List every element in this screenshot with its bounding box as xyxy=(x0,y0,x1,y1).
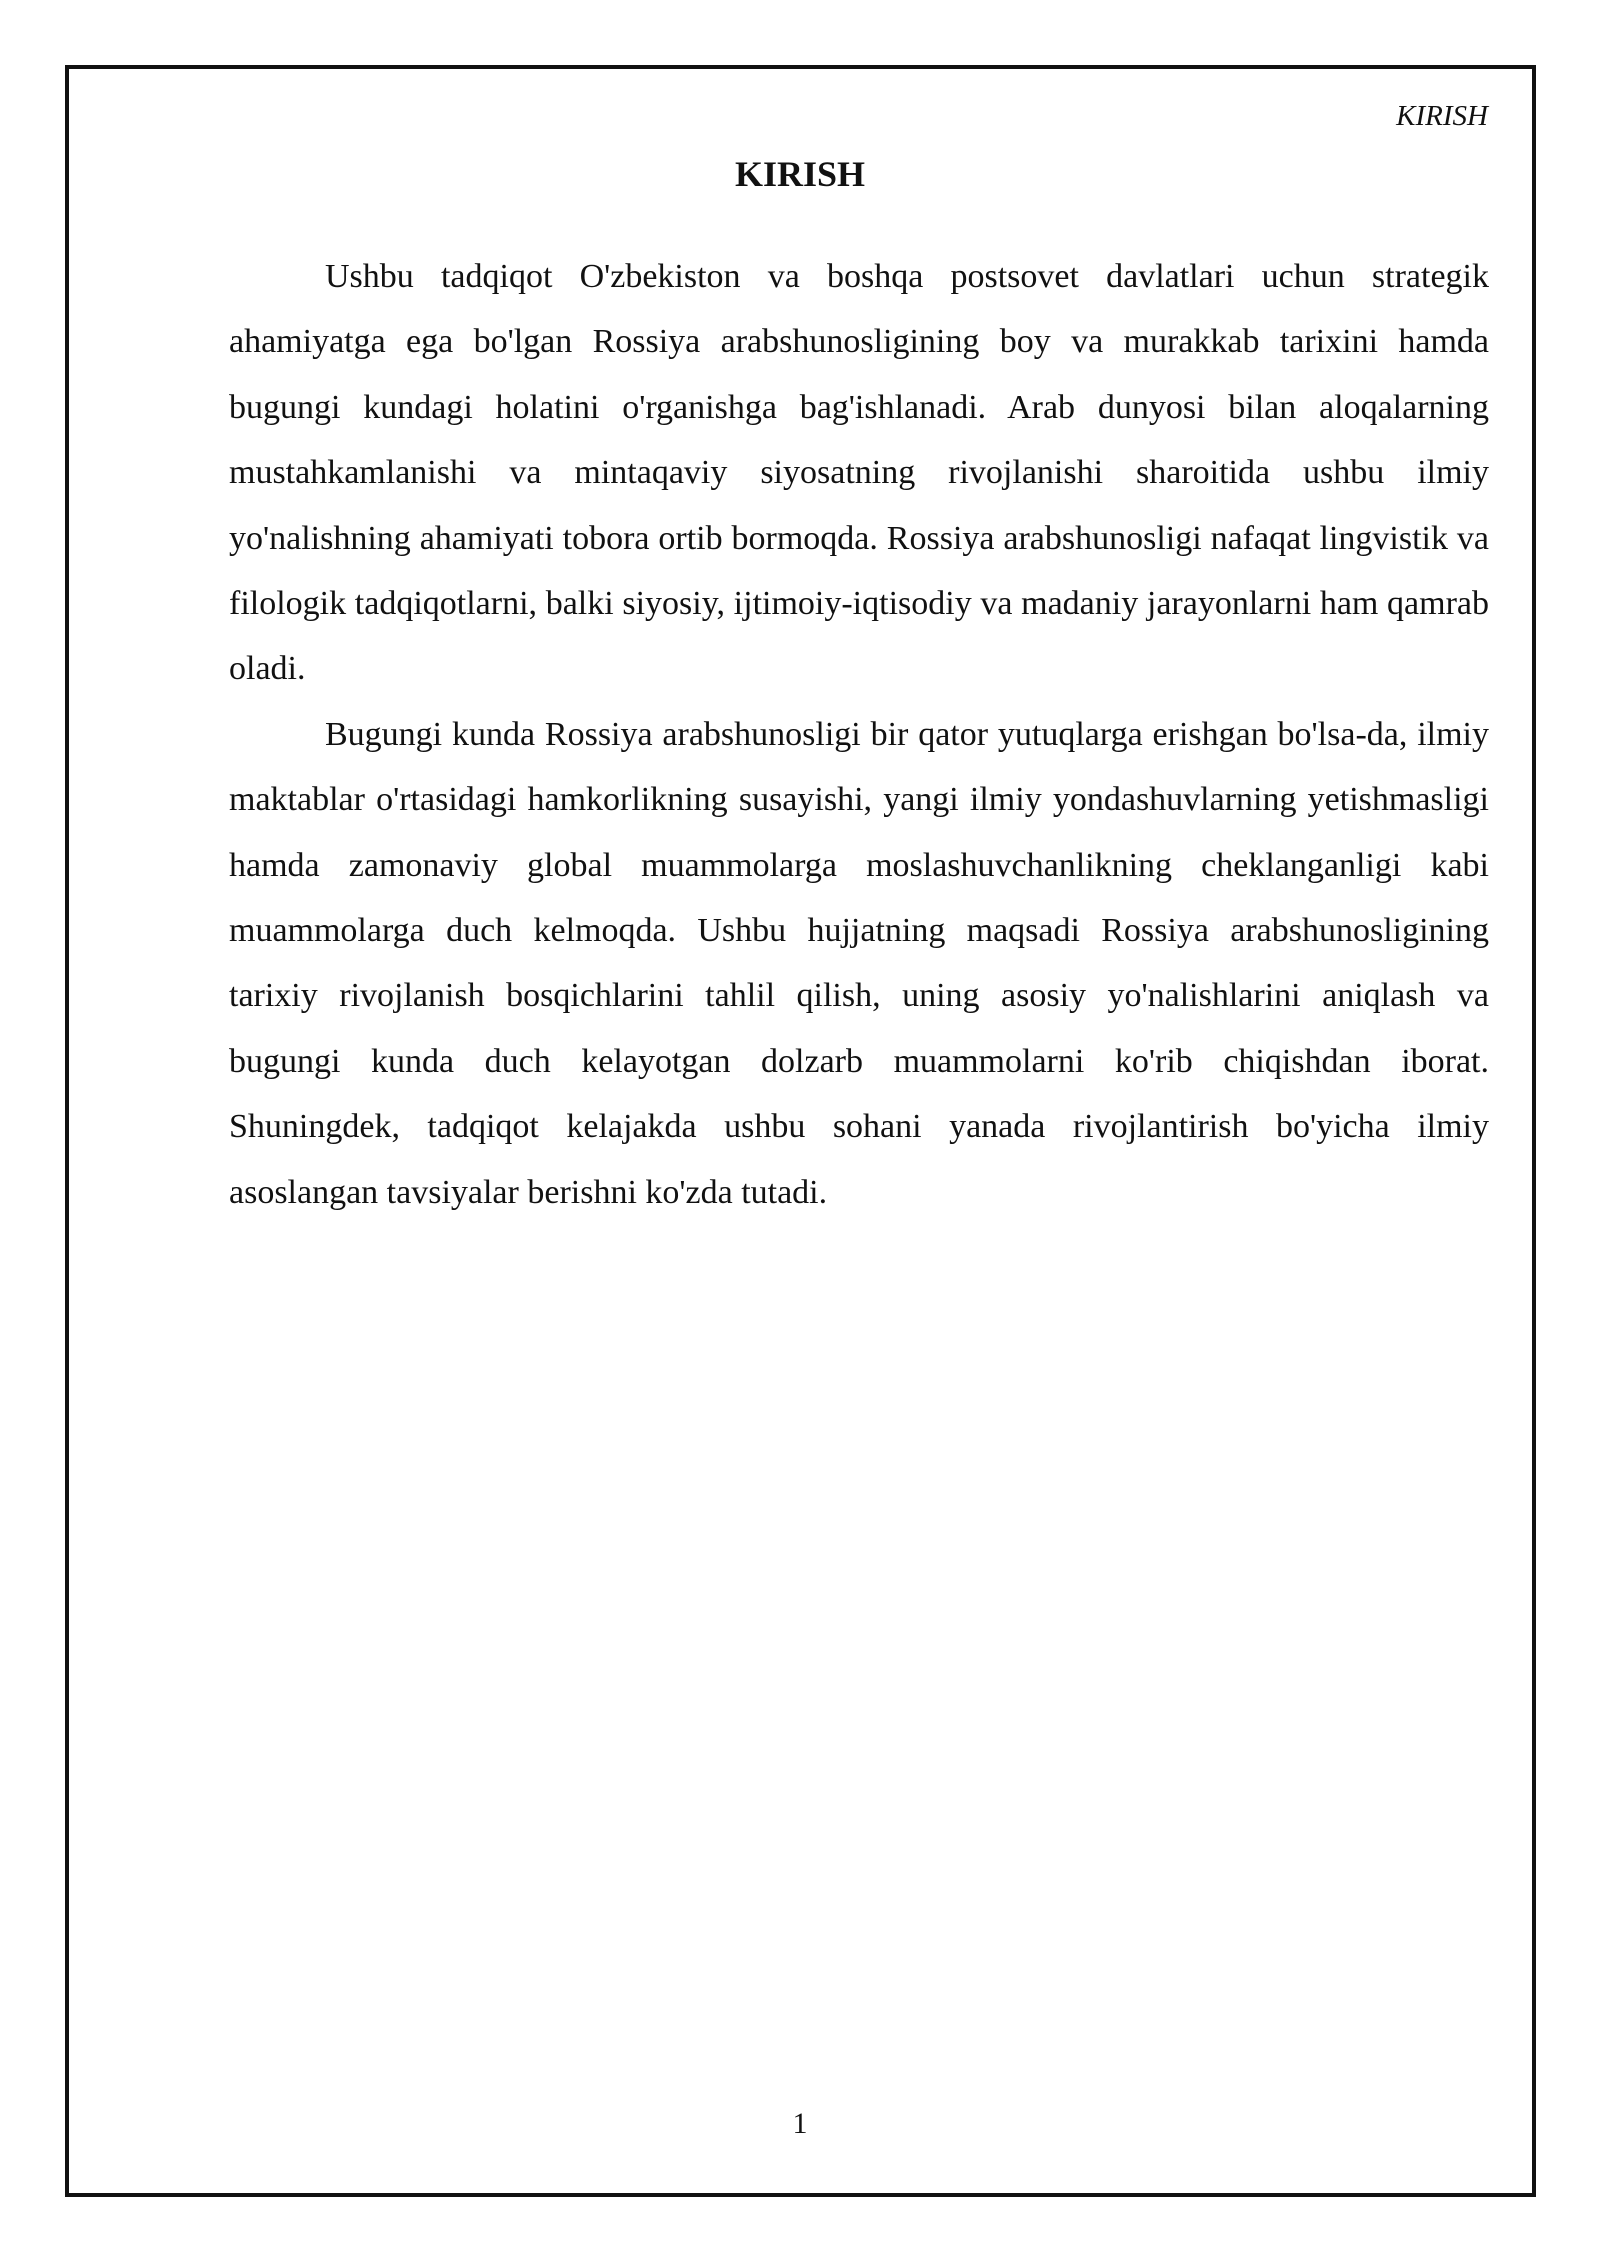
running-header: KIRISH xyxy=(1396,100,1488,132)
paragraph-2: Bugungi kunda Rossiya arabshunosligi bir qator yutuqlarga erishgan bo'lsa-da, ilmiy maktablar o'rtasidagi hamkorlikning susayishi, yangi ilmiy yondashuvlarning yetishmasligi hamda zamonaviy global muammolarga moslashuvchanlikning cheklanganligi kabi muammolarga duch kelmoqda. Ushbu hujjatning maqsadi Rossiya arabshunosligining tarixiy rivojlanish bosqichlarini tahlil qilish, uning asosiy yo'nalishlarini aniqlash va bugungi kunda duch kelayotgan dolzarb muammolarni ko'rib chiqishdan iborat. Shuningdek, tadqiqot kelajakda ushbu sohani yanada rivojlantirish bo'yicha ilmiy asoslangan tavsiyalar berishni ko'zda tutadi. xyxy=(229,715,1489,1211)
page-number: 1 xyxy=(792,2107,808,2140)
body-text xyxy=(229,244,1489,1225)
paragraph-1: Ushbu tadqiqot O'zbekiston va boshqa postsovet davlatlari uchun strategik ahamiyatga ega bo'lgan Rossiya arabshunosligining boy va murakkab tarixini hamda bugungi kundagi holatini o'rganishga bag'ishlanadi. Arab dunyosi bilan aloqalarning mustahkamlanishi va mintaqaviy siyosatning rivojlanishi sharoitida ushbu ilmiy yo'nalishning ahamiyati tobora ortib bormoqda. Rossiya arabshunosligi nafaqat lingvistik va filologik tadqiqotlarni, balki siyosiy, ijtimoiy-iqtisodiy va madaniy jarayonlarni ham qamrab oladi. xyxy=(229,258,1489,688)
page-title: KIRISH xyxy=(734,154,866,194)
